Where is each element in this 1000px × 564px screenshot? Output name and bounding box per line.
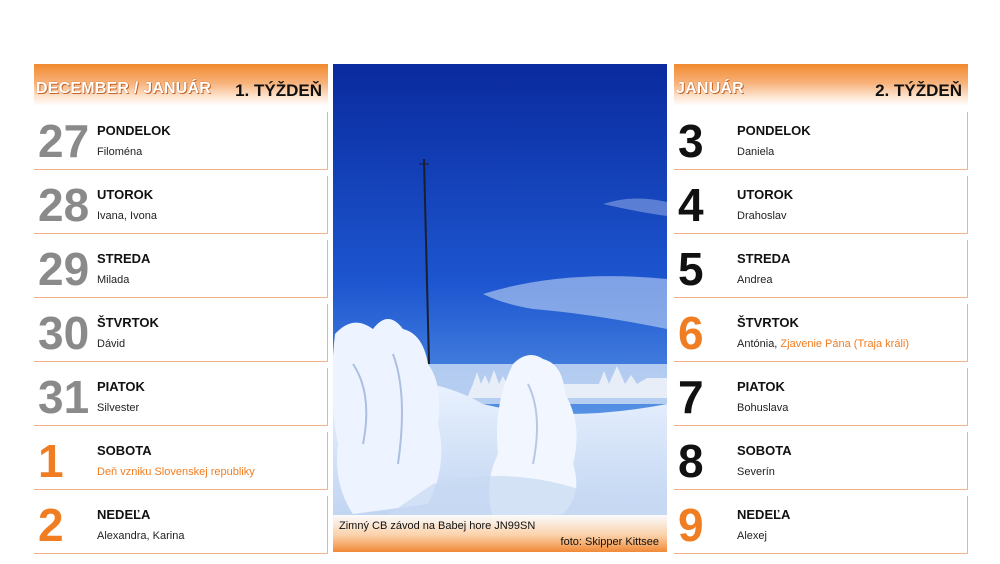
day-row — [674, 368, 968, 426]
name-day: Silvester — [97, 402, 140, 414]
month-label: JANUÁR — [676, 80, 744, 97]
name-day: Milada — [97, 274, 130, 286]
name-day: Bohuslava — [737, 402, 789, 414]
photo-caption-bar — [333, 515, 667, 552]
week-1-column — [34, 64, 328, 554]
weekday-name: STREDA — [737, 251, 791, 266]
name-day: Andrea — [737, 274, 773, 286]
snowy-mountain-image — [333, 64, 667, 552]
weekday-name: SOBOTA — [97, 443, 152, 458]
day-number: 29 — [38, 243, 90, 295]
day-row — [34, 240, 328, 298]
month-label: DECEMBER / JANUÁR — [36, 80, 211, 97]
photo-caption: Zimný CB závod na Babej hore JN99SN — [339, 520, 536, 532]
name-day: Daniela — [737, 146, 775, 158]
day-row — [34, 368, 328, 426]
week-2-column — [674, 64, 968, 554]
name-day: Dávid — [97, 338, 126, 350]
name-day — [737, 338, 909, 350]
weekday-name: SOBOTA — [737, 443, 792, 458]
day-row — [674, 304, 968, 362]
winter-photo — [333, 64, 667, 552]
day-row — [674, 432, 968, 490]
name-day: Filoména — [97, 146, 143, 158]
week-2-header — [674, 64, 968, 106]
day-number: 30 — [38, 307, 90, 359]
day-row — [34, 176, 328, 234]
day-row — [674, 112, 968, 170]
weekday-name: PONDELOK — [97, 123, 171, 138]
day-number: 3 — [678, 115, 704, 167]
day-row — [34, 496, 328, 554]
weekday-name: NEDEĽA — [737, 507, 791, 522]
day-number: 2 — [38, 499, 64, 551]
day-row — [34, 432, 328, 490]
weekday-name: PIATOK — [97, 379, 145, 394]
weekday-name: PIATOK — [737, 379, 785, 394]
day-row — [674, 496, 968, 554]
weekday-name: ŠTVRTOK — [737, 315, 799, 330]
day-row — [34, 112, 328, 170]
day-row — [34, 304, 328, 362]
name-day: Ivana, Ivona — [97, 210, 157, 222]
photo-credit: foto: Skipper Kittsee — [560, 536, 659, 548]
holiday-name: Zjavenie Pána (Traja králi) — [780, 338, 910, 350]
weekday-name: PONDELOK — [737, 123, 811, 138]
weekday-name: NEDEĽA — [97, 507, 151, 522]
day-number: 28 — [38, 179, 90, 231]
week-1-header — [34, 64, 328, 106]
holiday-name: Deň vzniku Slovenskej republiky — [97, 466, 255, 478]
day-row — [674, 176, 968, 234]
name-day-text: Antónia, — [737, 338, 781, 350]
day-number: 27 — [38, 115, 90, 167]
day-number: 9 — [678, 499, 704, 551]
weekday-name: STREDA — [97, 251, 151, 266]
day-row — [674, 240, 968, 298]
week-label: 1. TÝŽDEŇ — [235, 81, 322, 100]
day-number: 1 — [38, 435, 64, 487]
name-day: Severín — [737, 466, 775, 478]
weekday-name: UTOROK — [737, 187, 794, 202]
day-number: 8 — [678, 435, 704, 487]
week-label: 2. TÝŽDEŇ — [875, 81, 962, 100]
day-number: 4 — [678, 179, 704, 231]
name-day: Alexandra, Karina — [97, 530, 185, 542]
weekday-name: UTOROK — [97, 187, 154, 202]
day-number: 5 — [678, 243, 704, 295]
name-day: Drahoslav — [737, 210, 787, 222]
day-number: 31 — [38, 371, 90, 423]
weekday-name: ŠTVRTOK — [97, 315, 159, 330]
day-number: 6 — [678, 307, 704, 359]
name-day: Alexej — [737, 530, 767, 542]
day-number: 7 — [678, 371, 704, 423]
